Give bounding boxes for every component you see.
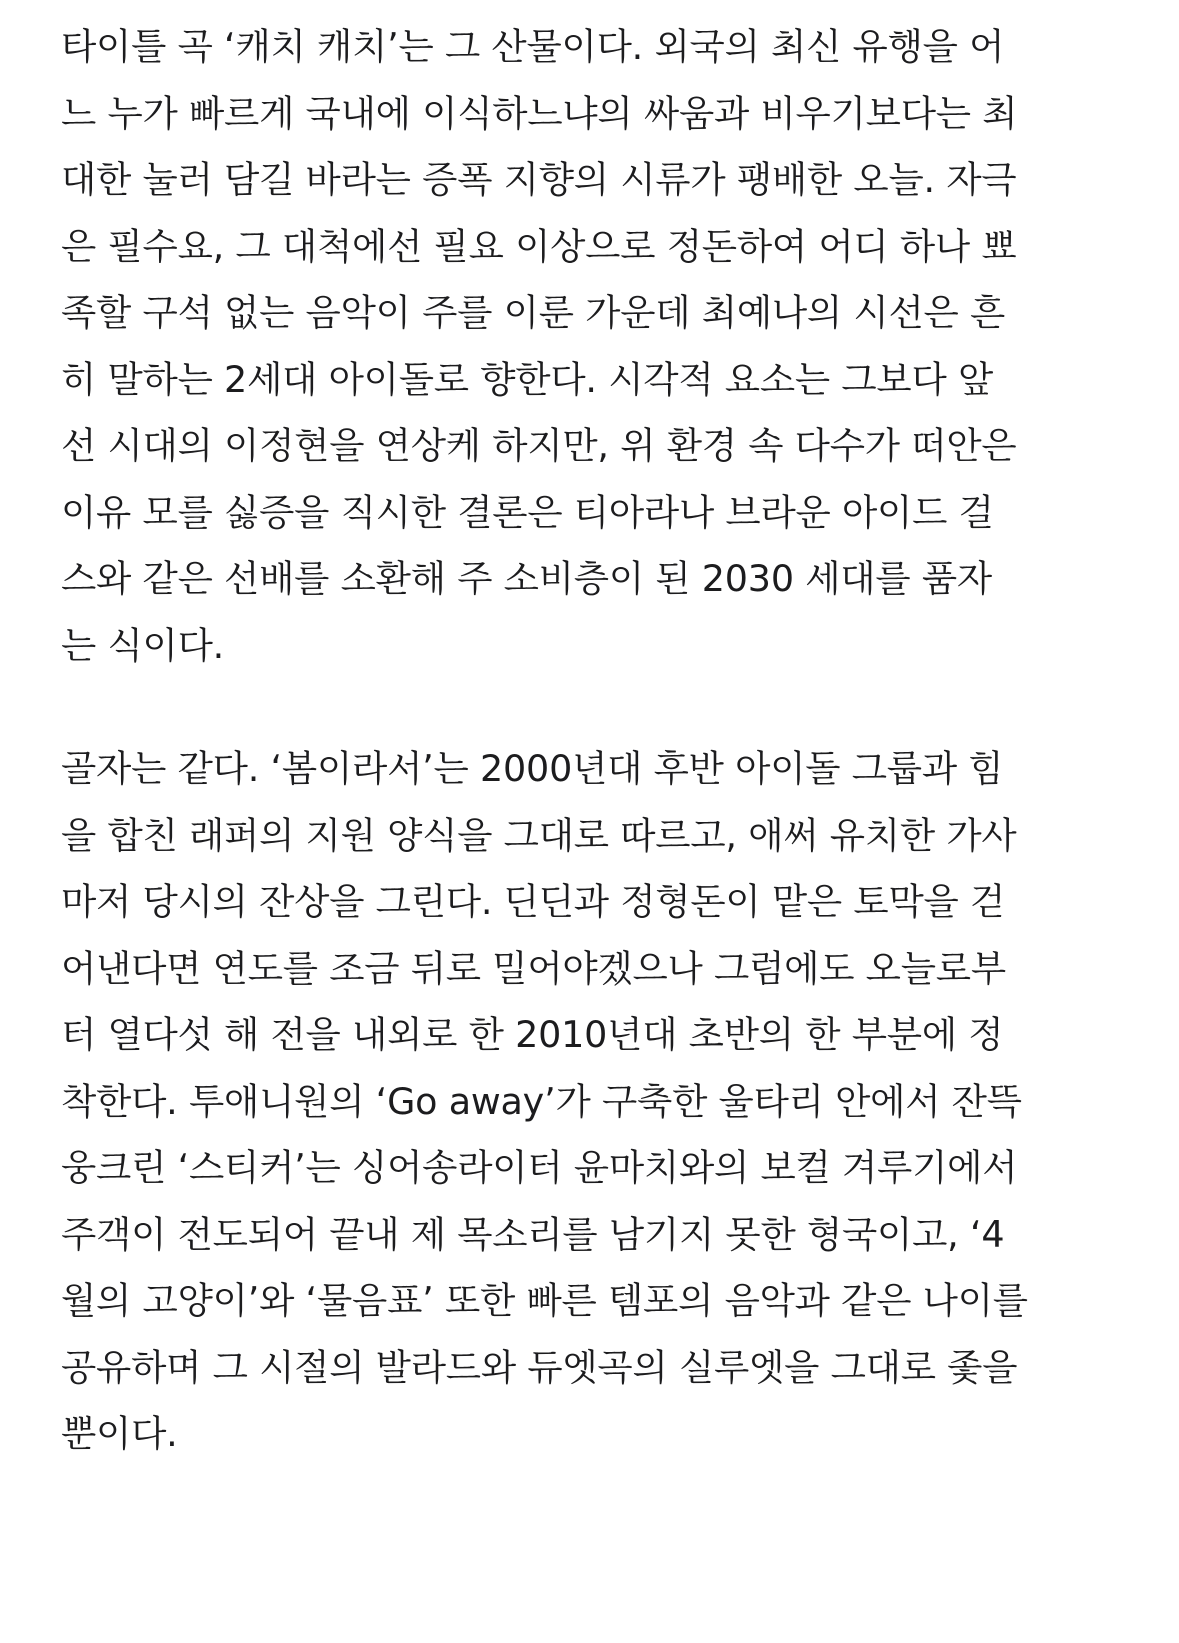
text-line: 을 합친 래퍼의 지원 양식을 그대로 따르고, 애써 유치한 가사 (61, 813, 1017, 857)
text-line: 선 시대의 이정현을 연상케 하지만, 위 환경 속 다수가 떠안은 (61, 424, 1017, 467)
text-line: 터 열다섯 해 전을 내외로 한 2010년대 초반의 한 부분에 정 (61, 1013, 1004, 1056)
text-line: 히 말하는 2세대 아이돌로 향한다. 시각적 요소는 그보다 앞 (61, 357, 993, 401)
text-line: 마저 당시의 잔상을 그린다. 딘딘과 정형돈이 맡은 토막을 걷 (61, 880, 1006, 923)
text-line: 타이틀 곡 ‘캐치 캐치’는 그 산물이다. 외국의 최신 유행을 어 (61, 25, 1005, 68)
text-line: 웅크린 ‘스티커’는 싱어송라이터 윤마치와의 보컬 겨루기에서 (61, 1146, 1018, 1189)
paragraph-2 (61, 736, 1179, 1468)
text-line: 착한다. 투애니원의 ‘Go away’가 구축한 울타리 안에서 잔뜩 (61, 1079, 1022, 1123)
text-line: 뿐이다. (61, 1412, 178, 1455)
text-line: 은 필수요, 그 대척에선 필요 이상으로 정돈하여 어디 하나 뾰 (61, 224, 1017, 268)
text-line: 족할 구석 없는 음악이 주를 이룬 가운데 최예나의 시선은 흔 (61, 291, 1006, 334)
text-line: 느 누가 빠르게 국내에 이식하느냐의 싸움과 비우기보다는 최 (61, 91, 1018, 135)
text-line: 대한 눌러 담길 바라는 증폭 지향의 시류가 팽배한 오늘. 자극 (61, 158, 1017, 201)
text-line: 어낸다면 연도를 조금 뒤로 밀어야겠으나 그럼에도 오늘로부 (61, 946, 1006, 990)
text-line: 이유 모를 싫증을 직시한 결론은 티아라나 브라운 아이드 걸 (61, 490, 994, 534)
text-line: 는 식이다. (61, 623, 225, 667)
text-line: 주객이 전도되어 끝내 제 목소리를 남기지 못한 형국이고, ‘4 (61, 1212, 1005, 1256)
text-line: 골자는 같다. ‘봄이라서’는 2000년대 후반 아이돌 그룹과 힘 (61, 747, 1004, 790)
text-line: 공유하며 그 시절의 발라드와 듀엣곡의 실루엣을 그대로 좇을 (61, 1345, 1018, 1389)
text-line: 월의 고양이’와 ‘물음표’ 또한 빠른 템포의 음악과 같은 나이를 (61, 1279, 1028, 1322)
text-line: 스와 같은 선배를 소환해 주 소비층이 된 2030 세대를 품자 (61, 557, 992, 600)
paragraph-1 (61, 0, 1179, 679)
